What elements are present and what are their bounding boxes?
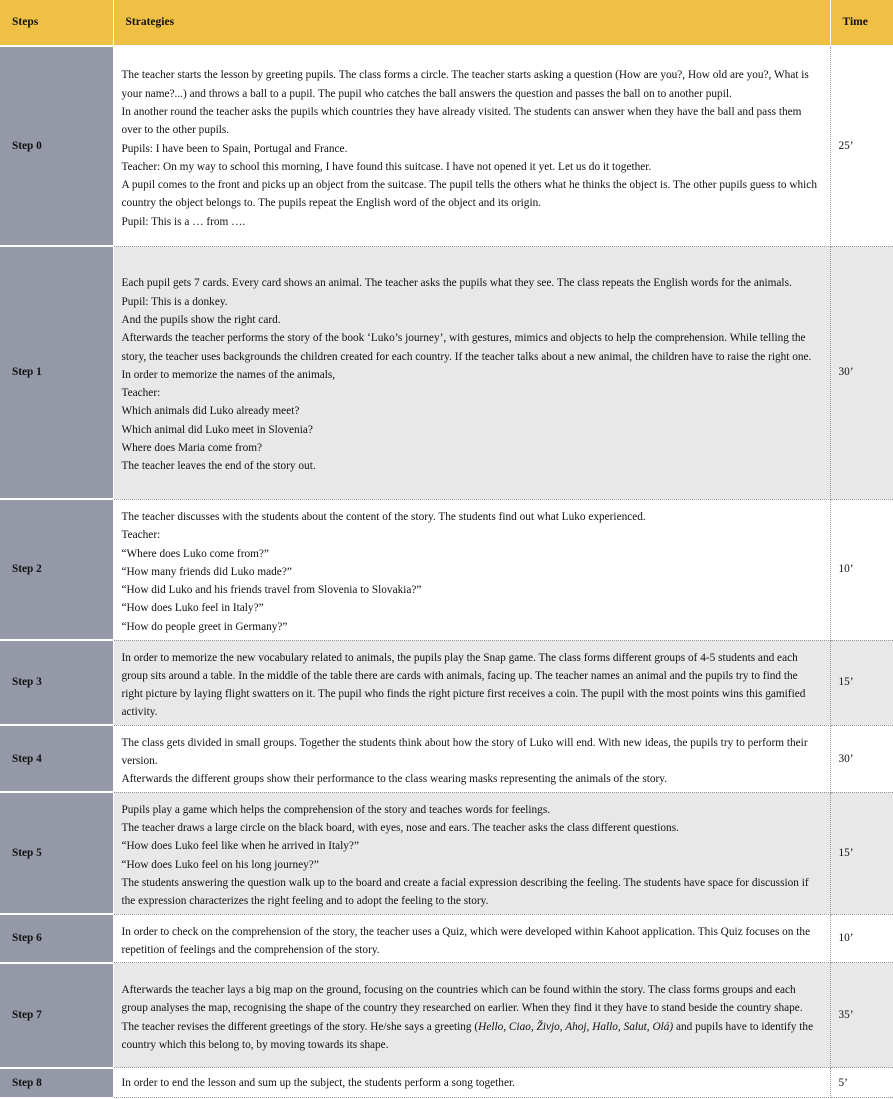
strategy-line: Pupil: This is a donkey. [121, 295, 228, 308]
table-row [0, 46, 893, 246]
strategy-cell [113, 914, 830, 963]
strategy-line: The teacher discusses with the students about the content of the story. The students find out what Luko experienced. [121, 510, 646, 523]
table-row [0, 499, 893, 640]
step-label: Step 7 [0, 963, 113, 1068]
strategy-line: A pupil comes to the front and picks up an object from the suitcase. The pupil tells the others what he thinks the object is. The other pupils guess to which country the object belongs to. The pupils repeat the English word of the object and its origin. [121, 179, 817, 210]
strategy-cell [113, 792, 830, 914]
time-cell: 25’ [830, 46, 893, 246]
strategy-line: And the pupils show the right card. [121, 313, 281, 326]
strategy-line: “How does Luko feel in Italy?” [121, 602, 264, 615]
strategy-line: Teacher: [121, 529, 161, 542]
time-cell: 30’ [830, 725, 893, 792]
strategy-line: Which animal did Luko meet in Slovenia? [121, 423, 313, 436]
time-cell: 5’ [830, 1068, 893, 1098]
strategy-line: Afterwards the teacher lays a big map on the ground, focusing on the countries which can be found within the story. The class forms groups and each group analyses the map, recognising the shape of the country they researched on earlier. When they find it they have to stand beside the country shape. [121, 984, 803, 1015]
step-label: Step 5 [0, 792, 113, 914]
strategy-line: Pupils: I have been to Spain, Portugal and France. [121, 142, 348, 155]
strategy-cell [113, 246, 830, 499]
time-cell: 35’ [830, 963, 893, 1068]
strategy-line: “How many friends did Luko made?” [121, 565, 292, 578]
step-label: Step 3 [0, 640, 113, 725]
header-time: Time [830, 0, 893, 46]
strategy-line: The students answering the question walk up to the board and create a facial expression describing the feeling. The students have space for discussion if the expression characterizes the right feeling and to adopt the feeling to the story. [121, 876, 809, 908]
strategy-line: “Where does Luko come from?” [121, 547, 269, 560]
strategy-line: Which animals did Luko already meet? [121, 405, 300, 418]
step-label: Step 0 [0, 46, 113, 246]
strategy-line: Teacher: On my way to school this morning, I have found this suitcase. I have not opened it yet. Let us do it together. [121, 160, 652, 173]
strategy-cell [113, 725, 830, 792]
table-row [0, 246, 893, 499]
table-body [0, 46, 893, 1098]
strategy-line: “How do people greet in Germany?” [121, 620, 288, 633]
strategy-line: The teacher draws a large circle on the black board, with eyes, nose and ears. The teacher asks the class different questions. [121, 822, 679, 835]
strategy-line: Pupil: This is a … from …. [121, 215, 246, 228]
header-row [0, 0, 893, 46]
strategy-line: The class gets divided in small groups. Together the students think about how the story of Luko will end. With new ideas, the pupils try to perform their version. [121, 736, 808, 768]
strategy-line: The teacher starts the lesson by greeting pupils. The class forms a circle. The teacher starts asking a question (How are you?, How old are you?, What is your name?...) and throws a ball to a pupil. The pupil who catches the ball answers the question and passes the ball on to another pupil. [121, 69, 809, 100]
time-cell: 10’ [830, 914, 893, 963]
table-row [0, 963, 893, 1068]
step-label: Step 2 [0, 499, 113, 640]
time-cell: 30’ [830, 246, 893, 499]
table-row [0, 640, 893, 725]
strategy-line: Pupils play a game which helps the comprehension of the story and teaches words for feelings. [121, 803, 551, 816]
time-cell: 15’ [830, 640, 893, 725]
strategy-line: “How does Luko feel on his long journey?” [121, 858, 319, 871]
strategy-line: “How did Luko and his friends travel from Slovenia to Slovakia?” [121, 584, 422, 597]
step-label: Step 4 [0, 725, 113, 792]
strategy-cell [113, 1068, 830, 1098]
strategy-line: Each pupil gets 7 cards. Every card shows an animal. The teacher asks the pupils what they see. The class repeats the English words for the animals. [121, 277, 792, 290]
strategy-line: Teacher: [121, 387, 161, 400]
header-steps: Steps [0, 0, 113, 46]
strategy-cell [113, 499, 830, 640]
strategy-line: The teacher leaves the end of the story out. [121, 460, 316, 473]
strategy-line: Afterwards the teacher performs the story of the book ‘Luko’s journey’, with gestures, mimics and objects to help the comprehension. While telling the story, the teacher uses backgrounds the children created for each country. If the teacher talks about a new animal, the children have to raise the right one. [121, 332, 812, 363]
strategy-line: Afterwards the different groups show their performance to the class wearing masks representing the animals of the story. [121, 773, 668, 786]
strategy-line: In order to check on the comprehension of the story, the teacher uses a Quiz, which were developed within Kahoot application. This Quiz focuses on the repetition of feelings and the comprehension of the story. [121, 925, 811, 956]
step-label: Step 1 [0, 246, 113, 499]
strategy-line: “How does Luko feel like when he arrived in Italy?” [121, 840, 359, 853]
step-label: Step 6 [0, 914, 113, 963]
table-row [0, 1068, 893, 1098]
strategy-line: In order to end the lesson and sum up the subject, the students perform a song together. [121, 1076, 515, 1089]
table-row [0, 725, 893, 792]
strategy-line: In order to memorize the new vocabulary related to animals, the pupils play the Snap game. The class forms different groups of 4-5 students and each group sits around a table. In the middle of the table there are cards with animals, facing up. The teacher names an animal and the pupils try to find the right picture by laying flight swatters on it. The pupil who finds the right picture first receives a coin. The pupil with the most points wins this gamified activity. [121, 651, 806, 719]
time-cell: 15’ [830, 792, 893, 914]
strategy-cell [113, 640, 830, 725]
step-label: Step 8 [0, 1068, 113, 1098]
strategy-line: Where does Maria come from? [121, 442, 263, 455]
strategy-cell [113, 963, 830, 1068]
strategy-cell [113, 46, 830, 246]
table-row [0, 792, 893, 914]
header-strategies: Strategies [113, 0, 830, 46]
strategy-line: In order to memorize the names of the animals, [121, 368, 336, 381]
strategy-line: In another round the teacher asks the pupils which countries they have already visited. The students can answer when they have the ball and pass them over to the other pupils. [121, 106, 802, 137]
time-cell: 10’ [830, 499, 893, 640]
strategy-line: The teacher revises the different greetings of the story. He/she says a greeting (Hello, Ciao, Živjo, Ahoj, Hallo, Salut, Olá) and pupils have to identify the country which this belong to, by moving towards its shape. [121, 1020, 814, 1052]
table-row [0, 914, 893, 963]
